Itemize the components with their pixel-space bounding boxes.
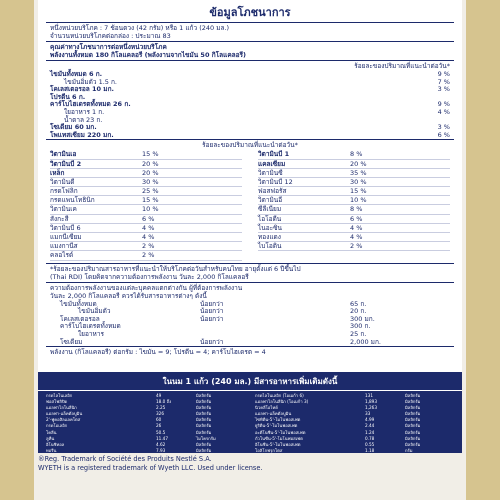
vitamin-row — [258, 233, 450, 242]
vitamin-percent: 35 % — [350, 168, 367, 177]
vitamin-percent: 15 % — [142, 150, 159, 159]
extra-nutrient-value: 0.78 — [365, 435, 375, 441]
macro-row — [50, 70, 450, 78]
vitamin-name: วิตามินเอ — [50, 150, 77, 159]
extra-nutrient-unit: มิลลิกรัม — [405, 393, 421, 398]
extra-nutrient-value: 60 — [156, 417, 162, 423]
macro-row — [50, 131, 450, 139]
vitamin-percent: 2 % — [142, 251, 155, 260]
vitamins-header: ร้อยละของปริมาณที่แนะนำต่อวัน* — [202, 141, 298, 150]
additional-nutrients-box — [38, 372, 462, 453]
vitamin-row — [258, 196, 450, 205]
need-comparator: น้อยกว่า — [200, 299, 224, 308]
macro-percent: 9 % — [437, 70, 450, 78]
vitamin-row — [258, 215, 450, 224]
extra-nutrient-value: 2.44 — [365, 423, 375, 429]
serving-size: หนึ่งหน่วยบริโภค : 7 ช้อนตวง (42 กรัม) หรือ 1 แก้ว (240 มล.) — [50, 24, 230, 32]
extra-nutrient-unit: มิลลิกรัม — [196, 423, 212, 429]
need-label: โคเลสเตอรอล — [60, 314, 100, 323]
vitamin-percent: 30 % — [350, 177, 367, 186]
macro-percent: 4 % — [437, 107, 450, 116]
extra-nutrient-name: แอลฟา-แล็คตัลบูมิน — [46, 411, 83, 417]
need-value: 2,000 มก. — [350, 337, 381, 346]
extra-nutrient-name: กัวโนซีน-5'-โมโนฟอสเฟต — [255, 435, 303, 441]
energy-line: พลังงานทั้งหมด 180 กิโลแคลอรี (พลังงานจากไขมัน 50 กิโลแคลอรี) — [50, 51, 247, 59]
extra-nutrient-unit: มิลลิกรัม — [405, 405, 421, 411]
left-gold-stripe — [0, 0, 34, 500]
vitamin-name: กรดแพนโทธินิก — [50, 196, 95, 205]
vitamin-row — [258, 242, 450, 251]
extra-nutrient-value: 33 — [365, 411, 371, 417]
extra-nutrient-unit: กรัม — [405, 447, 413, 453]
vitamin-name: กรดโฟลิก — [50, 187, 78, 196]
vitamin-row — [50, 169, 242, 178]
extra-nutrient-unit: มิลลิกรัม — [405, 399, 421, 405]
extra-nutrient-value: 49 — [156, 393, 162, 398]
needs-line-2: วันละ 2,000 กิโลแคลอรี ควรได้รับสารอาหารต่างๆ ดังนี้ — [50, 291, 207, 300]
vitamin-percent: 8 % — [350, 150, 363, 159]
extra-nutrient-name: แอลฟา-แล็คตัลบูมิน — [255, 411, 292, 417]
extra-nutrient-value: 1.24 — [365, 429, 375, 435]
extra-nutrient-name: โอลิโกฟรุกโตส — [255, 447, 283, 453]
vitamin-row — [258, 169, 450, 178]
extra-nutrient-unit: มิลลิกรัม — [196, 447, 212, 453]
extra-nutrient-row — [46, 448, 245, 454]
vitamin-row — [258, 178, 450, 187]
extra-nutrient-name: แอลฟาไลโนลีนิก — [46, 405, 77, 411]
need-value: 300 มก. — [350, 314, 375, 323]
vitamin-name: แมกนีเซียม — [50, 233, 82, 242]
vitamin-name: วิตามินเค — [50, 205, 77, 214]
right-gold-stripe — [466, 0, 500, 500]
vitamin-percent: 4 % — [142, 233, 155, 242]
extra-nutrient-value: 2.25 — [156, 405, 166, 411]
macro-row — [50, 123, 450, 131]
macro-label: ใยอาหาร 1 ก. — [64, 107, 105, 116]
need-label: ใยอาหาร — [78, 329, 104, 338]
extra-nutrient-name: อิโนซีน-5'-โมโนฟอสเฟต — [255, 441, 301, 447]
extra-nutrient-unit: มิลลิกรัม — [405, 441, 421, 447]
trademark-line-2: WYETH is a registered trademark of Wyeth LLC. Used under license. — [38, 464, 263, 472]
need-comparator: น้อยกว่า — [200, 314, 224, 323]
vitamin-percent: 25 % — [142, 187, 159, 196]
extra-nutrient-unit: มิลลิกรัม — [405, 411, 421, 417]
vitamin-name: ไอโอดีน — [258, 214, 282, 223]
extra-nutrient-value: 7.93 — [156, 447, 166, 453]
extra-nutrient-unit: มิลลิกรัม — [405, 423, 421, 429]
extra-nutrient-name: นิวคลีโอไทด์ — [255, 405, 278, 411]
panel-title: ข้อมูลโภชนาการ — [209, 6, 291, 19]
vitamin-percent: 20 % — [142, 159, 159, 168]
daily-need-row — [50, 338, 450, 346]
extra-nutrient-name: อิโนซิทอล — [46, 441, 65, 447]
vitamin-row — [50, 178, 242, 187]
extra-nutrient-value: 18.0 ถึง — [156, 399, 172, 405]
vitamin-percent: 2 % — [350, 242, 363, 251]
extra-nutrient-value: 0.55 — [365, 441, 375, 447]
rdi-header: ร้อยละของปริมาณที่แนะนำต่อวัน* — [354, 62, 450, 70]
extra-nutrient-unit: มิลลิกรัม — [196, 399, 212, 405]
macro-list — [50, 70, 450, 138]
vitamin-row — [50, 196, 242, 205]
macro-label: น้ำตาล 23 ก. — [64, 115, 103, 124]
extra-nutrient-unit: มิลลิกรัม — [405, 417, 421, 423]
need-value: 65 ก. — [350, 299, 367, 308]
macro-row — [50, 100, 450, 108]
vitamin-percent: 30 % — [142, 177, 159, 186]
per-serving-header: คุณค่าทางโภชนาการต่อหนึ่งหน่วยบริโภค — [50, 43, 167, 51]
extra-nutrient-row — [255, 448, 454, 454]
extra-nutrient-value: 326 — [156, 411, 164, 417]
extra-nutrient-value: 11.47 — [156, 435, 168, 441]
vitamin-row — [50, 242, 242, 251]
vitamins-grid — [38, 150, 462, 260]
extra-nutrient-unit: มิลลิกรัม — [196, 411, 212, 417]
vitamin-name: ซีลีเนียม — [258, 205, 282, 214]
extra-nutrient-value: 1.18 — [365, 447, 375, 453]
extra-nutrient-name: โคลีน — [46, 429, 57, 435]
vitamin-name: คลอไรด์ — [50, 251, 74, 260]
footnote-1: *ร้อยละของปริมาณสารอาหารที่แนะนำให้บริโภคต่อวันสำหรับคนไทย อายุตั้งแต่ 6 ปีขึ้นไป — [50, 264, 301, 273]
extra-nutrient-unit: มิลลิกรัม — [196, 441, 212, 447]
macro-percent: 6 % — [437, 130, 450, 139]
macro-label: โปรตีน 6 ก. — [50, 92, 86, 101]
macro-percent: 3 % — [437, 123, 450, 132]
extra-nutrient-name: 2'-ฟูคอสิลแลคโตส — [46, 417, 81, 423]
extra-nutrient-name: กรดไลโนเลอิก (โอเมก้า 6) — [255, 393, 304, 398]
extra-nutrient-unit: มิลลิกรัม — [405, 435, 421, 441]
needs-line-1: ความต้องการพลังงานของแต่ละบุคคลแตกต่างกัน ผู้ที่ต้องการพลังงาน — [50, 283, 243, 292]
energy-factor: พลังงาน (กิโลแคลอรี) ต่อกรัม : ไขมัน = 9; โปรตีน = 4; คาร์โบไฮเดรต = 4 — [50, 348, 266, 357]
need-comparator: น้อยกว่า — [200, 337, 224, 346]
extra-nutrient-name: ฟอสโฟลิปิด — [46, 399, 68, 405]
extra-nutrient-name: ไซทิดีน-5'-โมโนฟอสเฟต — [255, 417, 301, 423]
extra-nutrient-name: แอลฟาไลโนลีนิก (โอเมก้า 3) — [255, 399, 309, 405]
macro-label: ไขมันทั้งหมด 6 ก. — [50, 70, 103, 78]
extra-nutrient-value: 26 — [156, 423, 162, 429]
extra-nutrient-unit: มิลลิกรัม — [196, 417, 212, 423]
macro-percent: 3 % — [437, 85, 450, 94]
vitamin-row — [258, 150, 450, 159]
macro-percent: 7 % — [437, 77, 450, 86]
need-comparator: น้อยกว่า — [200, 307, 224, 316]
vitamin-name: ทองแดง — [258, 233, 281, 242]
macro-row — [50, 116, 450, 124]
vitamin-name: วิตามินบี 12 — [258, 177, 293, 186]
macro-label: คาร์โบไฮเดรตทั้งหมด 26 ก. — [50, 100, 131, 109]
extra-nutrient-value: 50.5 — [156, 429, 166, 435]
extra-nutrient-name: อะดีโนซีน-5'-โมโนฟอสเฟต — [255, 429, 306, 435]
need-value: 300 ก. — [350, 322, 371, 331]
vitamin-name: วิตามินดี — [50, 177, 75, 186]
vitamin-name: วิตามินซี — [258, 168, 283, 177]
extra-nutrient-value: 4.62 — [156, 441, 166, 447]
extra-nutrient-unit: ไมโครกรัม — [196, 435, 216, 441]
extra-nutrient-unit: มิลลิกรัม — [405, 429, 421, 435]
vitamin-percent: 15 % — [142, 196, 159, 205]
need-label: โซเดียม — [60, 337, 83, 346]
extra-nutrient-value: 4.99 — [365, 417, 375, 423]
daily-need-row — [50, 307, 450, 315]
vitamin-row — [258, 205, 450, 214]
vitamin-percent: 4 % — [350, 223, 363, 232]
vitamin-name: วิตามินอี — [258, 196, 283, 205]
macro-row — [50, 108, 450, 116]
need-value: 25 ก. — [350, 329, 367, 338]
vitamin-name: เหล็ก — [50, 168, 65, 177]
extra-nutrient-value: 1,263 — [365, 405, 377, 411]
vitamin-percent: 15 % — [350, 187, 367, 196]
vitamin-percent: 20 % — [142, 168, 159, 177]
need-label: ไขมันทั้งหมด — [60, 299, 97, 308]
vitamin-name: ไนอะซิน — [258, 223, 282, 232]
need-label: ไขมันอิ่มตัว — [78, 307, 111, 316]
extra-nutrient-name: กรดไลโนเลอิก — [46, 393, 73, 398]
additional-nutrients-header: ในนม 1 แก้ว (240 มล.) มีสารอาหารเพิ่มเติมดังนี้ — [38, 372, 462, 391]
vitamin-percent: 4 % — [142, 223, 155, 232]
vitamin-name: ไบโอติน — [258, 242, 282, 251]
extra-nutrient-name: กรดโอเลอิก — [46, 423, 68, 429]
extra-nutrient-name: ยูริดีน-5'-โมโนฟอสเฟต — [255, 423, 298, 429]
vitamin-name: แคลเซียม — [258, 159, 286, 168]
daily-need-row — [50, 322, 450, 330]
daily-needs-list — [50, 300, 450, 346]
vitamin-row — [50, 205, 242, 214]
extra-nutrient-unit: มิลลิกรัม — [196, 405, 212, 411]
vitamin-percent: 6 % — [350, 214, 363, 223]
vitamin-percent: 2 % — [142, 242, 155, 251]
vitamin-row — [50, 224, 242, 233]
need-label: คาร์โบไฮเดรตทั้งหมด — [60, 322, 121, 331]
vitamin-row — [258, 187, 450, 196]
vitamin-name: วิตามินบี 6 — [50, 223, 81, 232]
macro-label: โคเลสเตอรอล 10 มก. — [50, 85, 114, 94]
vitamin-name: วิตามินบี 1 — [258, 150, 290, 159]
macro-row — [50, 85, 450, 93]
vitamin-row — [50, 251, 242, 260]
vitamin-name: สังกะสี — [50, 214, 69, 223]
vitamin-name: ฟอสฟอรัส — [258, 187, 287, 196]
vitamin-row — [50, 150, 242, 159]
vitamin-percent: 10 % — [142, 205, 159, 214]
vitamin-name: แมงกานีส — [50, 242, 78, 251]
vitamin-name: วิตามินบี 2 — [50, 159, 82, 168]
daily-need-row — [50, 330, 450, 338]
vitamin-row — [50, 215, 242, 224]
vitamin-percent: 8 % — [350, 205, 363, 214]
macro-percent: 9 % — [437, 100, 450, 109]
need-value: 20 ก. — [350, 307, 367, 316]
macro-label: ไขมันอิ่มตัว 1.5 ก. — [64, 77, 117, 86]
vitamin-percent: 4 % — [350, 233, 363, 242]
trademark-line-1: ®Reg. Trademark of Société des Produits Nestlé S.A. — [38, 455, 212, 463]
servings-per-box: จำนวนหน่วยบริโภคต่อกล่อง : ประมาณ 83 — [50, 32, 171, 40]
extra-nutrient-value: 1,893 — [365, 399, 377, 405]
vitamin-row — [50, 233, 242, 242]
vitamin-percent: 10 % — [350, 196, 367, 205]
footnote-2: (Thai RDI) โดยคิดจากความต้องการพลังงาน วันละ 2,000 กิโลแคลอรี — [50, 272, 249, 281]
trademark-footer — [38, 455, 462, 473]
extra-nutrient-unit: มิลลิกรัม — [196, 393, 212, 398]
extra-nutrient-unit: มิลลิกรัม — [196, 429, 212, 435]
vitamin-row — [50, 187, 242, 196]
vitamin-row — [258, 160, 450, 169]
vitamin-percent: 6 % — [142, 214, 155, 223]
macro-label: โซเดียม 60 มก. — [50, 123, 97, 132]
extra-nutrient-value: 131 — [365, 393, 373, 398]
vitamin-row — [258, 224, 450, 233]
vitamin-percent: 20 % — [350, 159, 367, 168]
vitamin-row — [50, 160, 242, 169]
extra-nutrient-name: ทอรีน — [46, 447, 57, 453]
macro-label: โพแทสเซียม 220 มก. — [50, 130, 114, 139]
extra-nutrient-name: ลูทีน — [46, 435, 55, 441]
